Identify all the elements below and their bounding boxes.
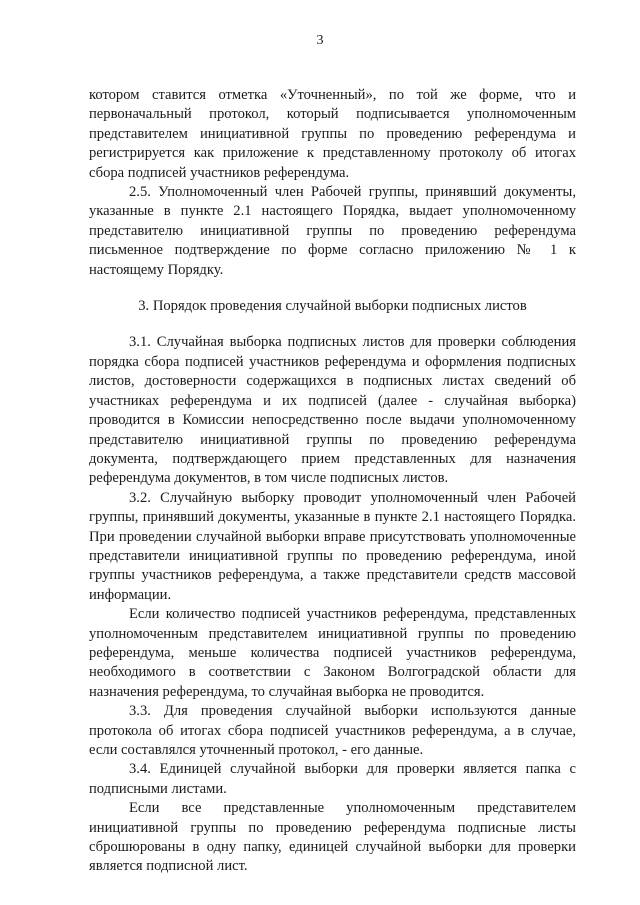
paragraph-3-2: 3.2. Случайную выборку проводит уполномоченный член Рабочей группы, принявший документы, указанные в пункте 2.1 настоящего Порядка. При проведении случайной выборки вправе присутствовать уполномоченные представители инициативной группы по проведению референдума, иной группы участников референдума, а также представители средств массовой информации. <box>89 489 576 603</box>
paragraph-3-2-condition: Если количество подписей участников референдума, представленных уполномоченным представителем инициативной группы по проведению референдума, меньше количества подписей участников референдума, необходимого в соответствии с Законом Волгоградской области для назначения референдума, то случайная выборка не проводится. <box>89 606 576 700</box>
paragraph-3-3: 3.3. Для проведения случайной выборки используются данные протокола об итогах сбора подписей участников референдума, а в случае, если составлялся уточненный протокол, - его данные. <box>89 703 576 758</box>
paragraph-3-4: 3.4. Единицей случайной выборки для проверки является папка с подписными листами. <box>89 761 576 797</box>
page-number: 3 <box>316 33 324 48</box>
paragraph-2-5: 2.5. Уполномоченный член Рабочей группы, принявший документы, указанные в пункте 2.1 настоящего Порядка, выдает уполномоченному представителю инициативной группы по проведению референдума письменное подтверждение по форме согласно приложению № 1 к настоящему Порядку. <box>89 184 576 278</box>
paragraph-3-4-condition: Если все представленные уполномоченным представителем инициативной группы по проведению референдума подписные листы сброшюрованы в одну папку, единицей случайной выборки для проверки является подписной лист. <box>89 800 576 875</box>
paragraph-3-1: 3.1. Случайная выборка подписных листов для проверки соблюдения порядка сбора подписей участников референдума и оформления подписных листов, достоверности содержащихся в подписных листах сведений об участниках референдума и их подписей (далее - случайная выборка) проводится в Комиссии непосредственно после выдачи уполномоченному представителю инициативной группы по проведению референдума документа, подтверждающего прием представленных для назначения референдума документов, в том числе подписных листов. <box>89 334 576 487</box>
section-heading: 3. Порядок проведения случайной выборки подписных листов <box>138 298 527 315</box>
document-body <box>89 86 576 877</box>
paragraph-continuation: котором ставится отметка «Уточненный», по той же форме, что и первоначальный протокол, который подписывается уполномоченным представителем инициативной группы по проведению референдума и регистрируется как приложение к представленному протоколу об итогах сбора подписей участников референдума. <box>89 87 576 181</box>
